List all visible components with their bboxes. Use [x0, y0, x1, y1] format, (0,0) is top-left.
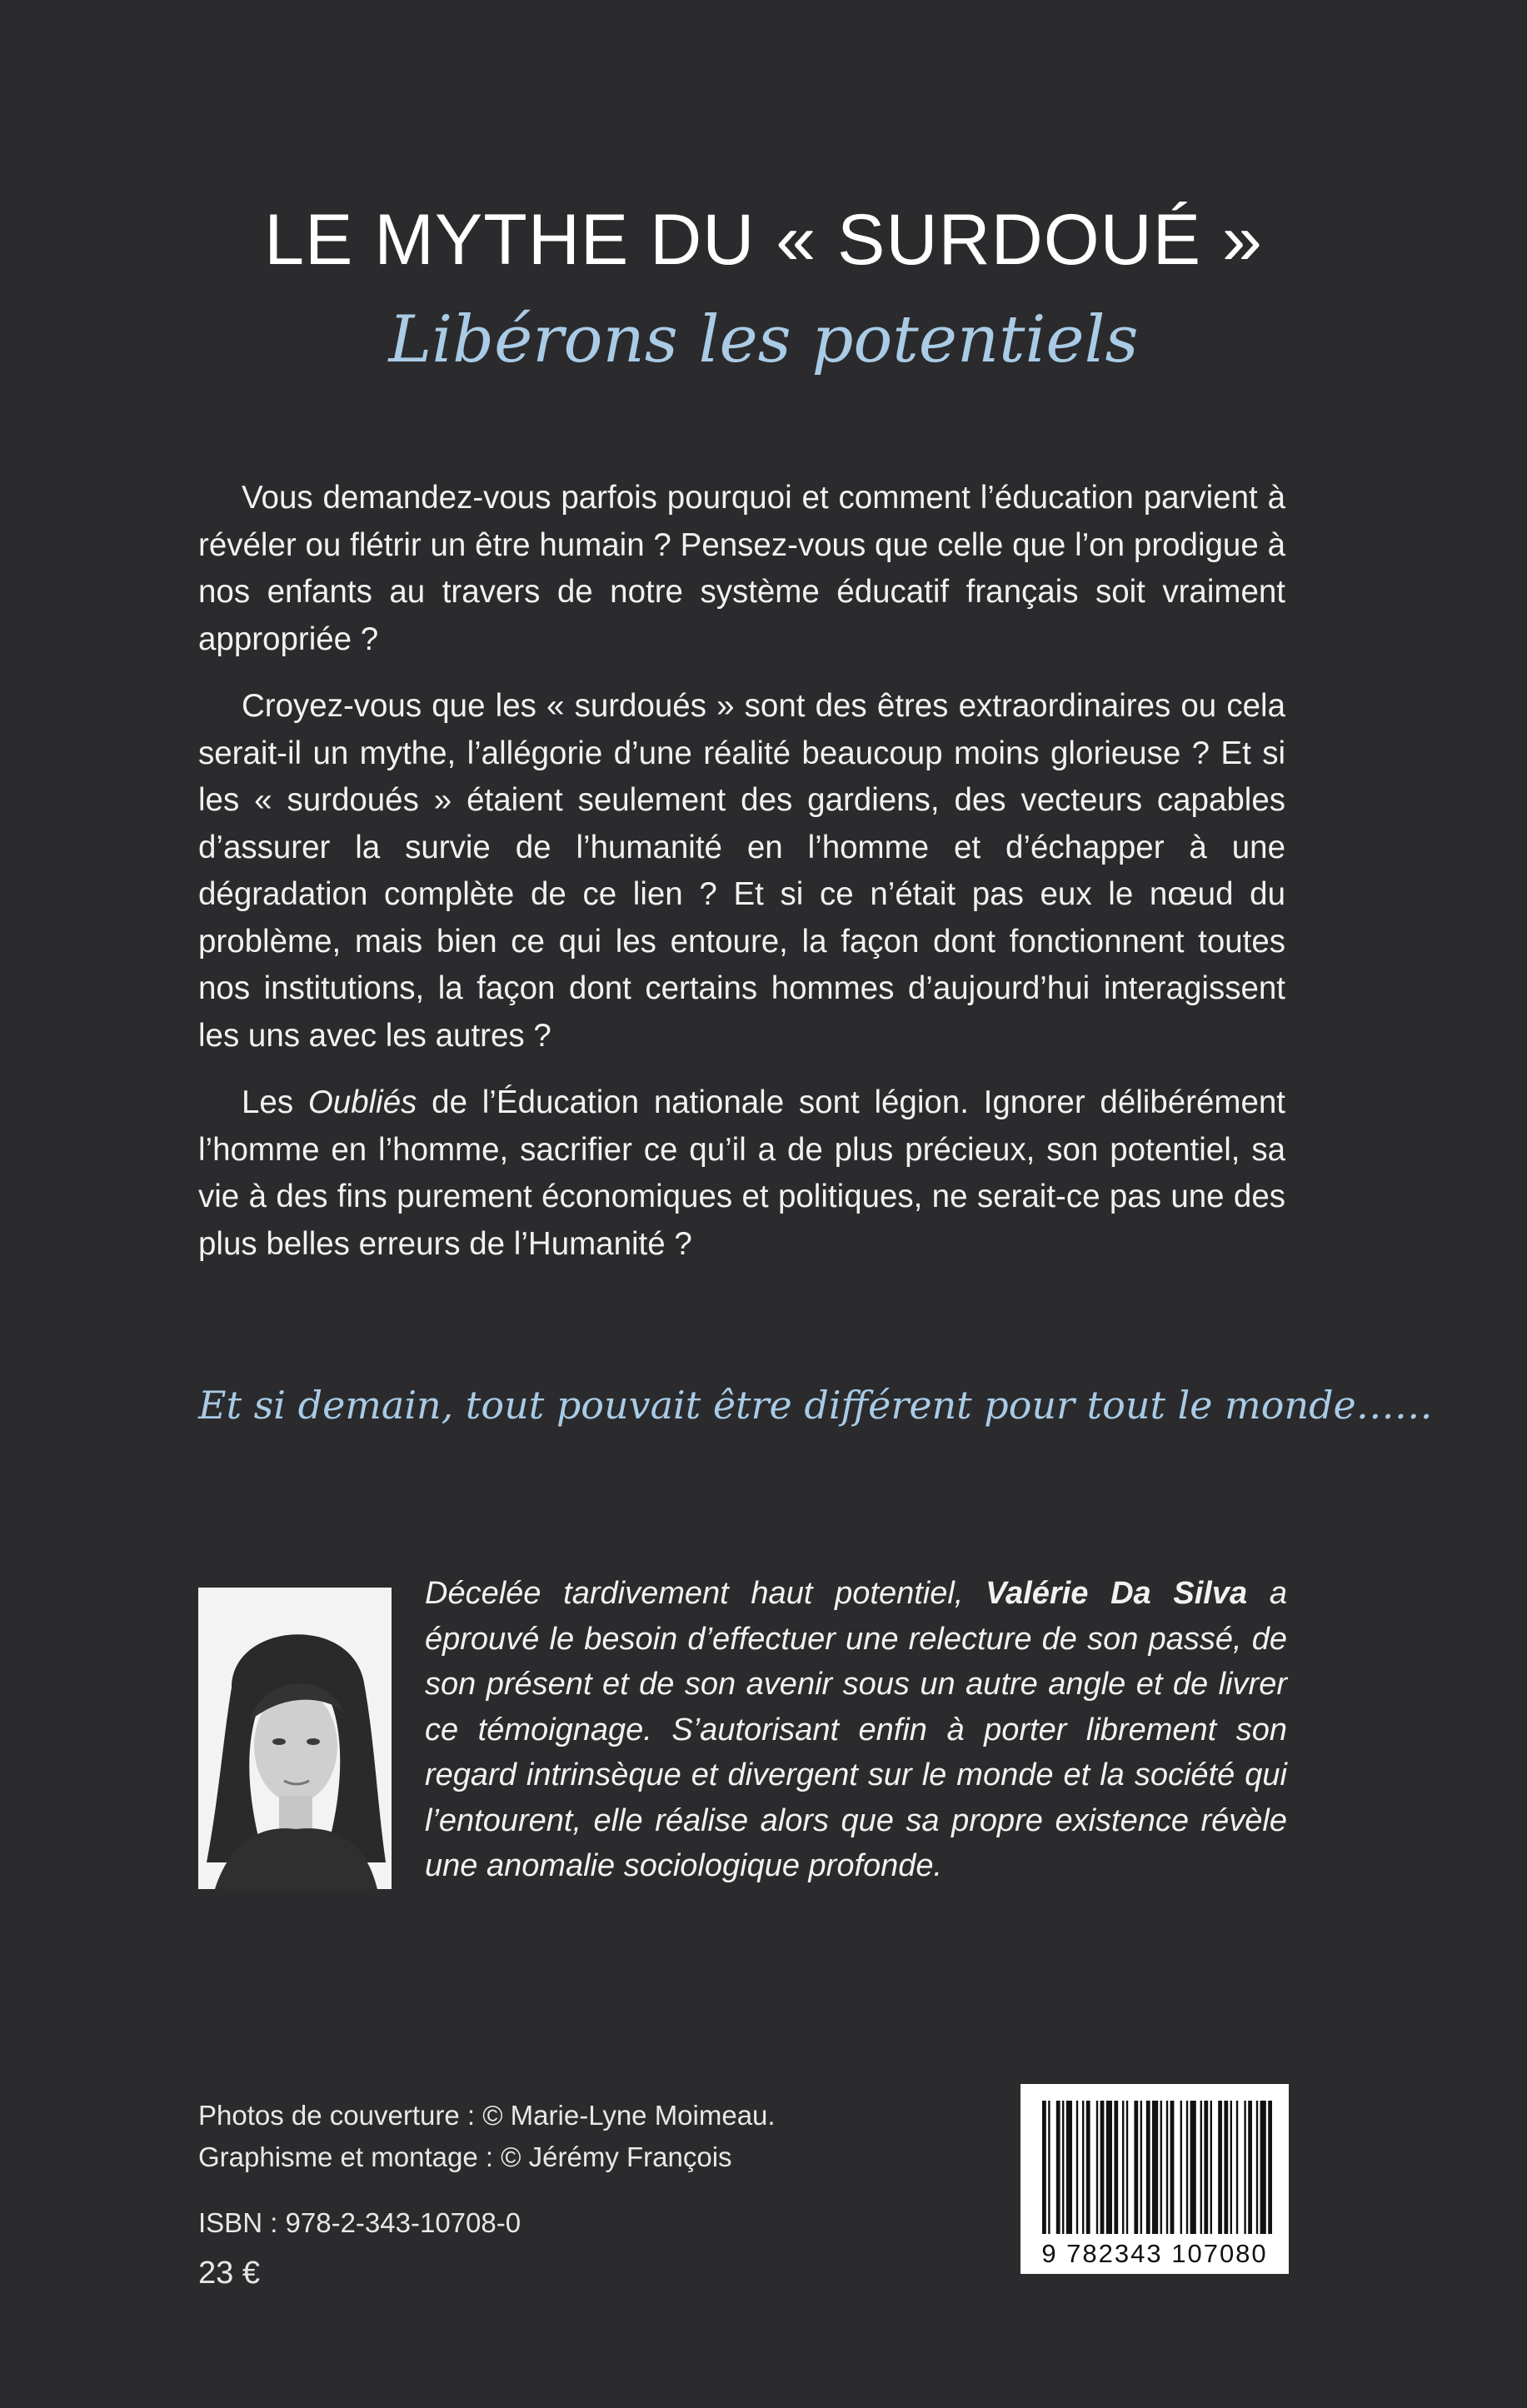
barcode-bar	[1236, 2101, 1238, 2234]
barcode-bar	[1122, 2101, 1124, 2234]
barcode-bar	[1244, 2101, 1245, 2234]
blurb	[198, 475, 1285, 1288]
bio-rest: a éprouvé le besoin d’effectuer une relecture de son passé, de son présent et de son avenir sous un autre angle et de livrer ce témoignage. S’autorisant enfin à porter librement son regard intrinsèque et divergent sur le monde et la société qui l’entourent, elle réalise alors que sa propre existence révèle une anomalie sociologique profonde.	[425, 1576, 1287, 1883]
barcode-bar	[1218, 2101, 1222, 2234]
author-bio	[425, 1571, 1287, 1889]
barcode-bar	[1248, 2101, 1252, 2234]
price: 23 €	[198, 2256, 260, 2291]
design-credit: Graphisme et montage : © Jérémy François	[198, 2141, 732, 2172]
paragraph-3-lead: Les	[242, 1084, 308, 1120]
barcode-bar	[1134, 2101, 1138, 2234]
barcode-bar	[1180, 2101, 1182, 2234]
barcode-bar	[1190, 2101, 1196, 2234]
barcode-bar	[1210, 2101, 1212, 2234]
barcode-bar	[1096, 2101, 1098, 2234]
blurb-paragraph-2: Croyez-vous que les « surdoués » sont des êtres extraordinaires ou cela serait-il un mythe, l’allégorie d’une réalité beaucoup moins glorieuse ? Et si les « surdoués » étaient seulement des gardiens, des vecteurs capables d’assurer la survie de l’humanité en l’homme et d’échapper à une dégradation complète de ce lien ? Et si ce n’était pas eux le nœud du problème, mais bien ce qui les entoure, la façon dont fonctionnent toutes nos institutions, la façon dont certains hommes d’aujourd’hui interagissent les uns avec les autres ?	[198, 688, 1285, 1054]
barcode-bar	[1140, 2101, 1142, 2234]
credits	[198, 2095, 776, 2178]
bio-lead: Décelée tardivement haut potentiel,	[425, 1576, 986, 1611]
barcode-bar	[1268, 2101, 1272, 2234]
photo-credit: Photos de couverture : © Marie-Lyne Moimeau.	[198, 2100, 776, 2131]
author-name: Valérie Da Silva	[986, 1576, 1248, 1611]
barcode-bar	[1224, 2101, 1228, 2234]
barcode-bar	[1066, 2101, 1072, 2234]
barcode-digits: 9 782343 107080	[1041, 2239, 1268, 2268]
barcode	[1020, 2084, 1289, 2274]
author-portrait-icon	[198, 1588, 392, 1889]
book-subtitle: Libérons les potentiels	[388, 302, 1139, 377]
barcode-bar	[1170, 2101, 1175, 2234]
book-title: LE MYTHE DU « SURDOUÉ »	[264, 200, 1263, 280]
barcode-bar	[1186, 2101, 1188, 2234]
oublies-emphasis: Oubliés	[307, 1084, 417, 1120]
blurb-paragraph-1: Vous demandez-vous parfois pourquoi et comment l’éducation parvient à révéler ou flétrir un être humain ? Pensez-vous que celle que l’on prodigue à nos enfants au travers de notre système éducatif français soit vraiment appropriée ?	[198, 480, 1285, 657]
barcode-bar	[1076, 2101, 1078, 2234]
barcode-bar	[1152, 2101, 1158, 2234]
barcode-bar	[1204, 2101, 1208, 2234]
barcode-bar	[1062, 2101, 1064, 2234]
barcode-bar	[1082, 2101, 1084, 2234]
barcode-bar	[1160, 2101, 1162, 2234]
barcode-bar	[1106, 2101, 1112, 2234]
tagline: Et si demain, tout pouvait être différent pour tout le monde……	[198, 1383, 1433, 1428]
barcode-bar	[1126, 2101, 1128, 2234]
barcode-bar	[1230, 2101, 1232, 2234]
barcode-bar	[1166, 2101, 1168, 2234]
blurb-paragraph-3	[198, 1079, 1285, 1268]
barcode-bar	[1146, 2101, 1150, 2234]
barcode-bar	[1200, 2101, 1202, 2234]
barcode-bar	[1100, 2101, 1105, 2234]
isbn: ISBN : 978-2-343-10708-0	[198, 2207, 521, 2238]
barcode-bar	[1260, 2101, 1266, 2234]
barcode-bar	[1042, 2101, 1046, 2234]
barcode-bar	[1048, 2101, 1050, 2234]
barcode-bar	[1114, 2101, 1118, 2234]
author-photo	[198, 1588, 392, 1889]
paragraph-3-rest: de l’Éducation nationale sont légion. Ignorer délibérément l’homme en l’homme, sacrifier ce qu’il a de plus précieux, son potentiel, sa vie à des fins purement économiques et politiques, ne serait-ce pas une des plus belles erreurs de l’Humanité ?	[198, 1084, 1285, 1262]
barcode-bar	[1056, 2101, 1060, 2234]
barcode-bar	[1256, 2101, 1258, 2234]
barcode-bar	[1086, 2101, 1090, 2234]
